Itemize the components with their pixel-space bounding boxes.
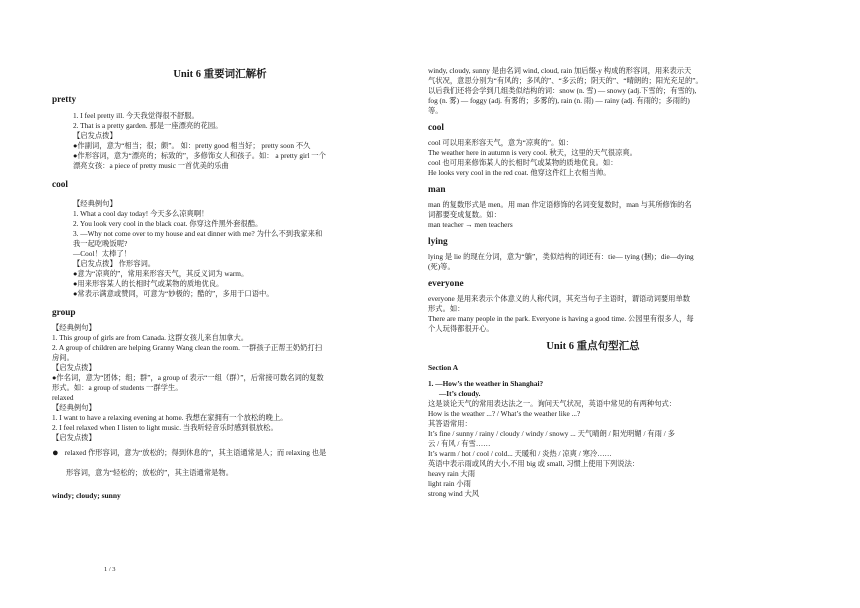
- group-heading: group: [52, 308, 76, 318]
- text-line: strong wind 大风: [428, 489, 480, 498]
- text-line: 形容词，意为“轻松的；放松的”，其主语通常是物。: [66, 468, 234, 477]
- text-line: 漂亮女孩：a piece of pretty music 一首优美的乐曲: [73, 161, 229, 170]
- text-line: 房间。: [52, 353, 74, 362]
- text-line: The weather here in autumn is very cool. 秋天，这里的天气很凉爽。: [428, 148, 637, 157]
- text-line: 以后我们还将会学到几组类似结构的词：snow (n. 雪) — snowy (adj.下雪的；有雪的),: [428, 86, 697, 95]
- page-number: 1 / 3: [104, 566, 116, 573]
- lying-heading: lying: [428, 237, 448, 247]
- text-line: 2. A group of children are helping Granny Wang clean the room. 一群孩子正帮王奶奶打扫: [52, 343, 323, 352]
- section-a-body: [428, 379, 758, 499]
- text-line: 形式。如：: [428, 304, 465, 313]
- everyone-body: [428, 294, 758, 334]
- text-line: It’s fine / sunny / rainy / cloudy / windy / snowy ... 天气晴朗 / 阳光明媚 / 有雨 / 多: [428, 429, 675, 438]
- text-line: 1. What a cool day today! 今天多么凉爽啊！: [73, 209, 209, 218]
- text-line: 【经典例句】: [52, 323, 96, 332]
- text-line: ●用来形容某人的长相时气或某物的质地优良。: [73, 279, 224, 288]
- text-line: man teacher → men teachers: [428, 220, 513, 229]
- man-heading: man: [428, 185, 446, 195]
- text-line: 【启发点拨】 作形容词。: [73, 259, 156, 268]
- text-line: man 的复数形式是 men。用 man 作定语修饰的名词变复数时，man 与其所修饰的名: [428, 200, 692, 209]
- text-line: 1. I feel pretty ill. 今天我觉得很不舒服。: [73, 111, 199, 120]
- text-line: 我一起吃晚饭呢?: [73, 239, 128, 248]
- sentence-title: Unit 6 重点句型汇总: [546, 341, 640, 352]
- everyone-heading: everyone: [428, 279, 464, 289]
- lying-body: [428, 252, 758, 272]
- group-body: [52, 323, 388, 393]
- text-line: 1. I want to have a relaxing evening at home. 我想在家拥有一个放松的晚上。: [52, 413, 288, 422]
- text-line: 【启发点拨】: [73, 131, 117, 140]
- text-line: 【经典例句】: [73, 199, 117, 208]
- text-line: 等。: [428, 106, 443, 115]
- text-line: —Cool！太棒了！: [73, 249, 131, 258]
- text-line: 其答语常用：: [428, 419, 472, 428]
- text-line: How is the weather ...? / What’s the weather like ...?: [428, 409, 581, 418]
- text-line: (死)等。: [428, 262, 455, 271]
- pretty-heading: pretty: [52, 95, 77, 105]
- cool-body-2: [428, 138, 758, 178]
- text-line: 1. —How’s the weather in Shanghai?: [428, 379, 544, 388]
- relaxed-heading: relaxed: [52, 393, 74, 402]
- text-line: ●作副词，意为“相当；很；颇”。 如：pretty good 相当好； pretty soon 不久: [73, 141, 311, 150]
- text-line: 【启发点拨】: [52, 363, 96, 372]
- text-line: —It’s cloudy.: [439, 389, 481, 398]
- text-line: cool 也可用来修饰某人的长相时气或某物的质地优良。如：: [428, 158, 618, 167]
- relaxed-body: [52, 393, 388, 483]
- windy-body: [428, 66, 758, 116]
- right-column: [428, 0, 758, 499]
- text-line: 1. This group of girls are from Canada. 这群女孩儿来自加拿大。: [52, 333, 249, 342]
- section-a-heading: Section A: [428, 363, 459, 372]
- text-line: ●作名词，意为“团体；组；群”，a group of 表示“一组（群）”，后常接可数名词的复数: [52, 373, 324, 382]
- text-line: 2. That is a pretty garden. 那是一座漂亮的花园。: [73, 121, 223, 130]
- text-line: 【经典例句】: [52, 403, 96, 412]
- text-line: It’s warm / hot / cool / cold... 天暖和 / 炎热 / 凉爽 / 寒冷……: [428, 449, 612, 458]
- text-line: 云 / 有风 / 有雪……: [428, 439, 491, 448]
- cool-heading: cool: [52, 180, 69, 190]
- man-body: [428, 200, 758, 230]
- text-line: He looks very cool in the red coat. 他穿这件红上衣相当帅。: [428, 168, 611, 177]
- text-line: 形式。如：a group of students 一群学生。: [52, 383, 183, 392]
- text-line: 词都要变成复数。如：: [428, 210, 501, 219]
- text-span: relaxed 作形容词，意为“放松的；得到休息的”，其主语通常是人；而 relaxing 也是: [64, 448, 327, 457]
- text-line: 个人玩得都很开心。: [428, 324, 494, 333]
- text-line: windy, cloudy, sunny 是由名词 wind, cloud, rain 加后缀-y 构成的形容词，用来表示天: [428, 66, 692, 75]
- text-line: [52, 443, 388, 463]
- pretty-body: [52, 111, 388, 171]
- text-line: 这是谈论天气的常用表达法之一。询问天气状况，英语中常见的有两种句式：: [428, 399, 677, 408]
- cool-body: [52, 199, 388, 299]
- text-line: 英语中表示雨或风的大小,不用 big 或 small, 习惯上使用下列说法：: [428, 459, 640, 468]
- left-column: [52, 0, 388, 573]
- text-line: 3. —Why not come over to my house and eat dinner with me? 为什么不到我家来和: [73, 229, 323, 238]
- text-line: light rain 小雨: [428, 479, 471, 488]
- text-line: 气状况，意思分别为“有风的；多风的”、“多云的；阴天的”、“晴朗的；阳光充足的”。: [428, 76, 703, 85]
- text-line: fog (n. 雾) — foggy (adj. 有雾的；多雾的), rain (n. 雨) — rainy (adj. 有雨的；多雨的): [428, 96, 690, 105]
- windy-heading: windy; cloudy; sunny: [52, 491, 121, 500]
- bullet-icon: ●: [52, 447, 59, 459]
- text-line: ●常表示满意或赞同，可意为“妙极的；酷的”，多用于口语中。: [73, 289, 274, 298]
- text-line: lying 是 lie 的现在分词，意为“躺”，类似结构的词还有：tie— tying (捆)；die—dying: [428, 252, 694, 261]
- text-line: 2. You look very cool in the black coat. 你穿这件黑外套很酷。: [73, 219, 263, 228]
- cool-heading-2: cool: [428, 123, 445, 133]
- text-line: 【启发点拨】: [52, 433, 96, 442]
- text-line: everyone 是用来表示个体意义的人称代词，其充当句子主语时，谓语动词要用单数: [428, 294, 691, 303]
- text-line: ●作形容词，意为“漂亮的；标致的”，多修饰女人和孩子。如： a pretty girl 一个: [73, 151, 326, 160]
- text-line: cool 可以用来形容天气，意为“凉爽的”。如：: [428, 138, 573, 147]
- text-line: There are many people in the park. Everyone is having a good time. 公园里有很多人，每: [428, 314, 694, 323]
- text-line: ●意为“凉爽的”，常用来形容天气，其反义词为 warm。: [73, 269, 249, 278]
- text-line: heavy rain 大雨: [428, 469, 476, 478]
- text-line: 2. I feel relaxed when I listen to light music. 当我听轻音乐时感到很放松。: [52, 423, 278, 432]
- vocab-title: Unit 6 重要词汇解析: [173, 69, 267, 80]
